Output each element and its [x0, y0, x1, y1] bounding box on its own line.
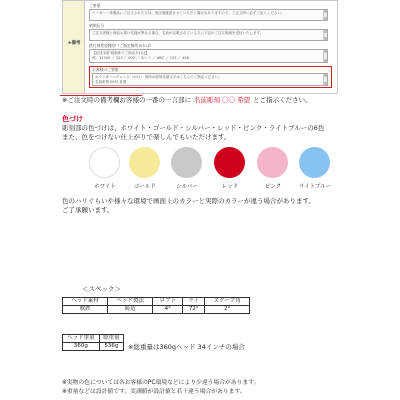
color-swatches [82, 147, 342, 197]
remarks-label-cell [62, 0, 85, 94]
spec-header-cell: ヘッド製法 [108, 298, 153, 306]
spec-table [62, 297, 250, 314]
coloring-title: 色づけ [62, 115, 83, 123]
swatch-pink [257, 147, 288, 178]
coloring-line2: また、色をつけない仕上がりで楽しんでもいただけます。 [62, 133, 231, 141]
delivery-text: ご注文者様と商品お届け先様が異なる場合、名前が記載されている方に下記のご注文明細を送付いたします。 [92, 31, 264, 35]
swatch-lightblue-label: ライトブルー [298, 184, 332, 190]
footnote-weight: ※重量などは設計値です。実測値が設計値と若干違う場合があります。 [62, 389, 246, 395]
remarks-label: ★備考 [67, 41, 81, 46]
weight-header-row [63, 335, 124, 343]
spec-value-cell: 軟鉄 [63, 306, 108, 314]
swatch-pink-item [250, 147, 296, 190]
engrave-type-title: 鉄打刻希望種別（ご指定箇所あれば） [89, 43, 154, 48]
spec-header-cell: ロフト [153, 298, 183, 306]
request-title: ご要望 [89, 3, 101, 8]
remark-instruction [62, 96, 312, 105]
spec-value-cell: 72° [183, 306, 205, 314]
customer-request-title: お客様のご要望 [92, 67, 119, 72]
coloring-line1: 彫刻部の色づけは、ホワイト・ゴールド・シルバー・レッド・ピンク・ライトブルーの6色 [62, 124, 325, 132]
swatch-red-label: レッド [221, 184, 239, 190]
swatch-lightblue [299, 147, 330, 178]
swatch-silver-label: シルバー [176, 184, 198, 190]
engrave-type-line2: 例：12345 ／ 123 ／ 000 ／ あいう ／ ABC ／ 123 ／ 456 [92, 56, 189, 60]
spec-header-cell: ヘッド素材 [63, 298, 108, 306]
customer-request-line1: カウンターへウェッジ（かけ） 刻印の彫刻希望文字はこちらでご指定ください。 [95, 75, 222, 79]
delivery-title: 納期区分 [89, 23, 105, 28]
weight-table [62, 334, 124, 351]
customer-request-line2: 名前彫刻 00号 希望 [95, 80, 127, 84]
weight-value-cell: 360g [63, 343, 100, 351]
delivery-scrollbar[interactable] [323, 30, 327, 40]
spec-header-cell: スクープ角 [205, 298, 250, 306]
swatch-white-label: ホワイト [94, 184, 116, 190]
spec-value-cell: 鋳造 [108, 306, 153, 314]
customer-request-textarea[interactable] [92, 73, 328, 86]
delivery-textarea[interactable] [89, 29, 328, 41]
weight-header-cell: ヘッド重量 [63, 335, 100, 343]
weight-value-cell: 536g [99, 343, 123, 351]
customer-request-scrollbar[interactable] [323, 74, 327, 85]
swatch-gold-item [122, 147, 168, 190]
weight-note: ※総重量は360gヘッド 34インチの場合 [128, 343, 245, 351]
remark-prefix: ※ご注文時の備考欄お客様の一番の一言部に [62, 96, 191, 104]
swatch-white [89, 147, 120, 178]
spec-value-cell: 2° [205, 306, 250, 314]
engrave-type-line1: 【記述本望 明朝体でご指定あれば】 [92, 51, 150, 55]
monitor-note-line2: ご了承願います。 [62, 206, 114, 214]
swatch-lightblue-item [292, 147, 338, 190]
weight-value-row [63, 343, 124, 351]
spec-header-row [63, 298, 250, 306]
request-textarea[interactable] [89, 9, 328, 21]
request-scrollbar[interactable] [323, 10, 327, 20]
order-form [84, 0, 338, 94]
request-text: ハーガー一体製品にご注文された方は、受注後確認させていただく場合もありますので、ご注文時に必ずご記入ください。 [92, 11, 285, 15]
spec-title: ＜スペック＞ [82, 285, 121, 293]
swatch-red-item [207, 147, 253, 190]
remark-highlight: 名前彫刻 〇〇 希望 [193, 96, 251, 104]
swatch-red [214, 147, 245, 178]
remark-suffix: とご指示ください。 [253, 96, 312, 104]
spec-value-cell: 4° [153, 306, 183, 314]
weight-header-cell: 総重量 [99, 335, 123, 343]
swatch-pink-label: ピンク [264, 184, 282, 190]
engrave-type-scrollbar[interactable] [323, 50, 327, 62]
swatch-gold [129, 147, 160, 178]
swatch-silver-item [164, 147, 210, 190]
swatch-gold-label: ゴールド [134, 184, 156, 190]
spec-value-row [63, 306, 250, 314]
footnote-color: ※実物の色については各お客様のPC環境などにより少違う場合があります。 [62, 380, 260, 386]
monitor-note-line1: 色のハリぐらいや様々な環境で画面上のカラーと実際のカラーが違う場合があります。 [62, 197, 315, 205]
spec-header-cell: ライ [183, 298, 205, 306]
swatch-silver [171, 147, 202, 178]
engrave-type-textarea[interactable] [89, 49, 328, 63]
